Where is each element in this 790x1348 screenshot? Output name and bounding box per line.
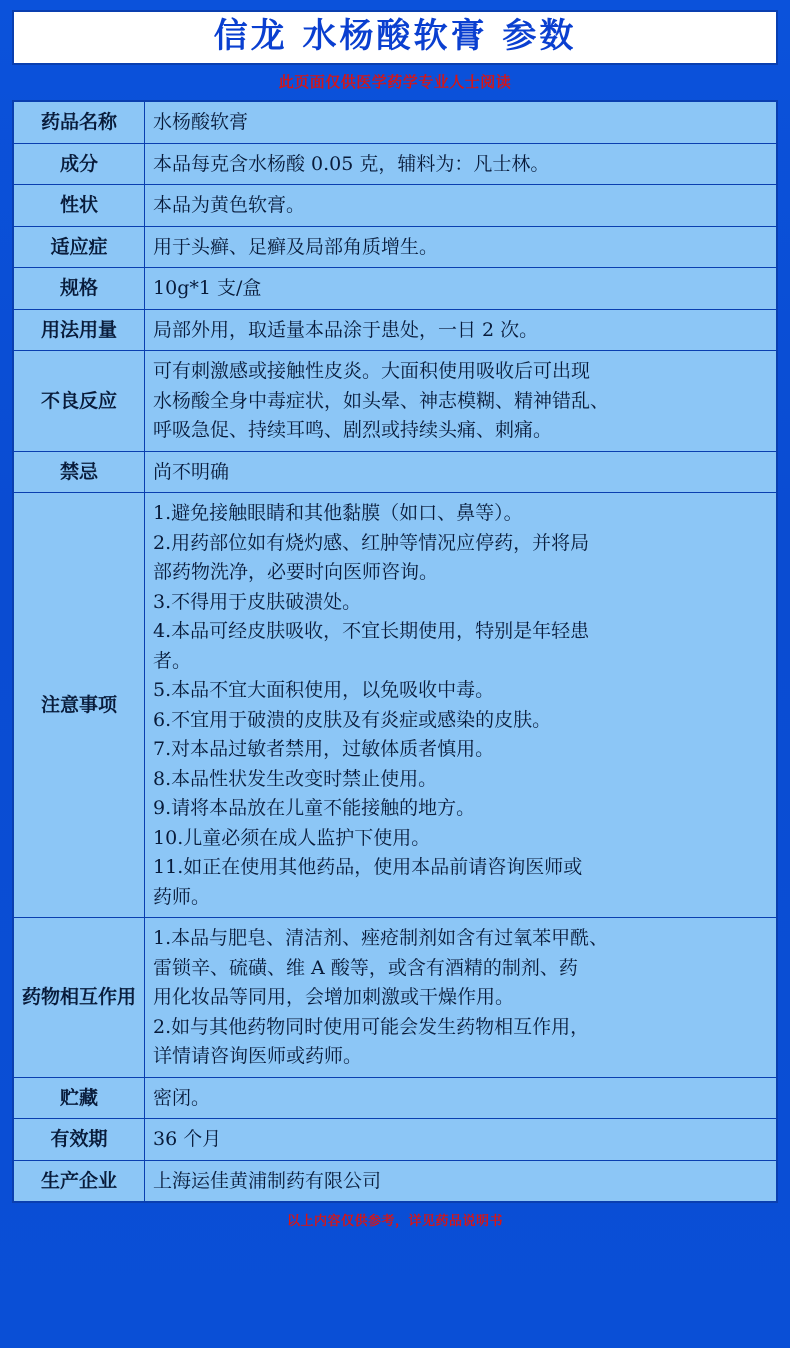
- spec-table-body: [13, 101, 777, 1202]
- spec-value-line: 上海运佳黄浦制药有限公司: [153, 1169, 382, 1192]
- table-row: [13, 1160, 777, 1202]
- spec-value-line: 用化妆品等同用，会增加刺激或干燥作用。: [153, 986, 515, 1009]
- spec-value-line: 10.儿童必须在成人监护下使用。: [153, 826, 431, 849]
- table-row: [13, 1119, 777, 1161]
- spec-label: 不良反应: [13, 351, 145, 452]
- spec-value-line: 部药物洗净，必要时向医师咨询。: [153, 561, 439, 584]
- spec-label: 贮藏: [13, 1077, 145, 1119]
- spec-value: [145, 918, 777, 1078]
- spec-value: [145, 226, 777, 268]
- spec-value-line: 雷锁辛、硫磺、维 A 酸等，或含有酒精的制剂、药: [153, 956, 578, 979]
- spec-value: [145, 101, 777, 143]
- table-row: [13, 918, 777, 1078]
- spec-label: 生产企业: [13, 1160, 145, 1202]
- spec-value: [145, 309, 777, 351]
- spec-value-line: 3.不得用于皮肤破溃处。: [153, 590, 362, 613]
- spec-value-line: 10g*1 支/盒: [153, 277, 262, 300]
- spec-label: 药物相互作用: [13, 918, 145, 1078]
- table-row: [13, 101, 777, 143]
- table-row: [13, 143, 777, 185]
- spec-value: [145, 1077, 777, 1119]
- professional-notice: 此页面仅供医学药学专业人士阅读: [278, 73, 512, 92]
- spec-value-line: 本品为黄色软膏。: [153, 194, 306, 217]
- table-row: [13, 309, 777, 351]
- spec-value-line: 呼吸急促、持续耳鸣、剧烈或持续头痛、刺痛。: [153, 419, 553, 442]
- spec-value-line: 药师。: [153, 885, 211, 908]
- table-row: [13, 1077, 777, 1119]
- spec-value: [145, 143, 777, 185]
- table-row: [13, 493, 777, 918]
- table-row: [13, 451, 777, 493]
- spec-label: 用法用量: [13, 309, 145, 351]
- spec-value-line: 36 个月: [153, 1128, 222, 1151]
- spec-value-line: 2.用药部位如有烧灼感、红肿等情况应停药，并将局: [153, 531, 590, 554]
- spec-value-line: 1.避免接触眼睛和其他黏膜（如口、鼻等）。: [153, 502, 523, 525]
- page-title: 信龙 水杨酸软膏 参数: [213, 16, 577, 56]
- spec-label: 药品名称: [13, 101, 145, 143]
- spec-value-line: 8.本品性状发生改变时禁止使用。: [153, 767, 438, 790]
- spec-value-line: 水杨酸软膏: [153, 111, 249, 134]
- spec-label: 注意事项: [13, 493, 145, 918]
- spec-label: 性状: [13, 185, 145, 227]
- spec-value: [145, 351, 777, 452]
- spec-value-line: 5.本品不宜大面积使用，以免吸收中毒。: [153, 679, 495, 702]
- spec-value: [145, 268, 777, 310]
- spec-value-line: 9.请将本品放在儿童不能接触的地方。: [153, 797, 476, 820]
- spec-value-line: 2.如与其他药物同时使用可能会发生药物相互作用，: [153, 1015, 590, 1038]
- spec-value-line: 者。: [153, 649, 192, 672]
- spec-value-line: 4.本品可经皮肤吸收，不宜长期使用，特别是年轻患: [153, 620, 590, 643]
- spec-label: 禁忌: [13, 451, 145, 493]
- spec-label: 成分: [13, 143, 145, 185]
- spec-value: [145, 1160, 777, 1202]
- spec-value-line: 用于头癣、足癣及局部角质增生。: [153, 235, 439, 258]
- spec-value-line: 详情请咨询医师或药师。: [153, 1045, 363, 1068]
- spec-value: [145, 451, 777, 493]
- spec-value-line: 尚不明确: [153, 460, 230, 483]
- spec-value-line: 水杨酸全身中毒症状，如头晕、神志模糊、精神错乱、: [153, 389, 610, 412]
- spec-value-line: 6.不宜用于破溃的皮肤及有炎症或感染的皮肤。: [153, 708, 552, 731]
- spec-table: [12, 100, 778, 1203]
- footer-disclaimer: 以上内容仅供参考，详见药品说明书: [286, 1214, 503, 1230]
- spec-label: 有效期: [13, 1119, 145, 1161]
- spec-value: [145, 185, 777, 227]
- table-row: [13, 351, 777, 452]
- spec-value-line: 11.如正在使用其他药品，使用本品前请咨询医师或: [153, 856, 583, 879]
- spec-value-line: 局部外用，取适量本品涂于患处，一日 2 次。: [153, 318, 539, 341]
- table-row: [13, 185, 777, 227]
- title-bar: [12, 10, 778, 65]
- spec-value-line: 7.对本品过敏者禁用，过敏体质者慎用。: [153, 738, 495, 761]
- spec-value-line: 1.本品与肥皂、清洁剂、痤疮制剂如含有过氧苯甲酰、: [153, 927, 609, 950]
- spec-value: [145, 1119, 777, 1161]
- table-row: [13, 226, 777, 268]
- spec-value-line: 本品每克含水杨酸 0.05 克，辅料为：凡士林。: [153, 152, 550, 175]
- spec-value-line: 密闭。: [153, 1086, 211, 1109]
- table-row: [13, 268, 777, 310]
- spec-label: 规格: [13, 268, 145, 310]
- spec-value-line: 可有刺激感或接触性皮炎。大面积使用吸收后可出现: [153, 360, 591, 383]
- spec-value: [145, 493, 777, 918]
- spec-label: 适应症: [13, 226, 145, 268]
